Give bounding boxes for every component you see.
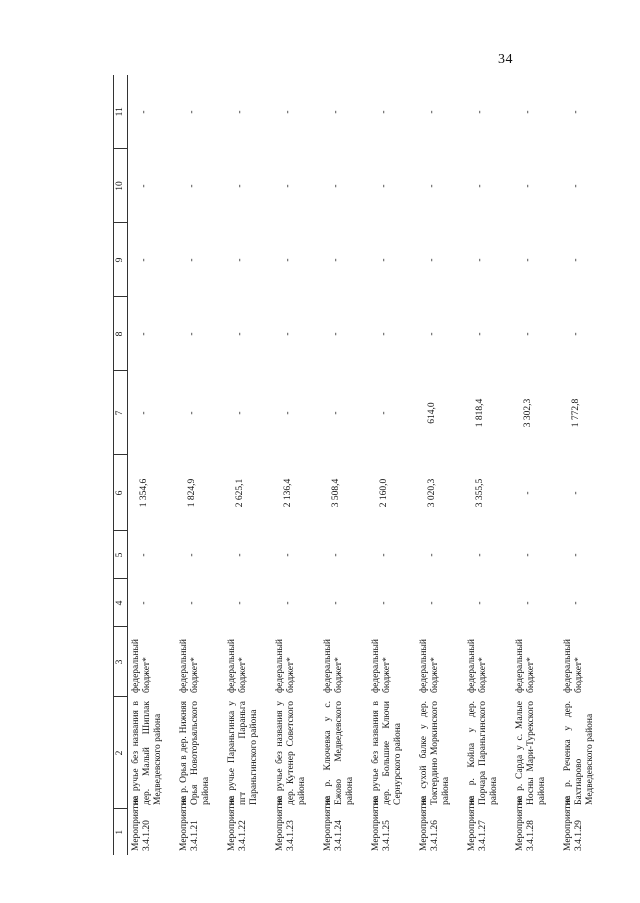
value-cell: - (379, 332, 389, 336)
value-cell: - (571, 553, 581, 557)
value-cell: - (427, 184, 437, 188)
value-cell: - (139, 258, 149, 262)
value-cell: - (235, 258, 245, 262)
value-cell: - (523, 332, 533, 336)
value-cell: - (427, 258, 437, 262)
value-cell: 1 824,9 (187, 478, 197, 508)
value-cell: - (331, 411, 341, 415)
value-cell: 3 302,3 (523, 398, 533, 428)
value-cell: - (139, 553, 149, 557)
value-cell: - (379, 601, 389, 605)
measure-description-cell: на р. Орья в дер. Нижняя Орья Новоторъяльского района (179, 701, 212, 805)
value-cell: - (139, 411, 149, 415)
column-header: 8 (114, 297, 128, 371)
value-cell: - (475, 601, 485, 605)
value-cell: - (187, 332, 197, 336)
value-cell: - (235, 332, 245, 336)
value-cell: - (523, 110, 533, 114)
page-number: 34 (498, 52, 513, 67)
value-cell: - (571, 184, 581, 188)
value-cell: - (139, 184, 149, 188)
value-cell: - (283, 411, 293, 415)
header-row (114, 75, 128, 855)
value-cell: - (331, 553, 341, 557)
rotated-table-wrapper (113, 75, 596, 855)
value-cell: - (427, 332, 437, 336)
funding-source-cell: федеральный бюджет* (467, 639, 489, 693)
value-cell: - (379, 411, 389, 415)
value-cell: - (379, 553, 389, 557)
value-cell: - (235, 601, 245, 605)
column-header: 4 (114, 579, 128, 627)
value-cell: - (475, 332, 485, 336)
value-cell: - (235, 411, 245, 415)
value-cell: - (571, 332, 581, 336)
funding-source-cell: федеральный бюджет* (179, 639, 201, 693)
measure-description-cell: на ручье без названия в дер. Большие Ключи Сернурского района (371, 701, 404, 805)
value-cell: - (427, 601, 437, 605)
column-header: 7 (114, 371, 128, 455)
measure-id-cell: Мероприятие 3.4.1.29 (563, 796, 585, 851)
value-cell: - (139, 332, 149, 336)
value-cell: - (571, 491, 581, 495)
value-cell: 1 354,6 (139, 478, 149, 508)
value-cell: - (571, 258, 581, 262)
column-header: 1 (114, 809, 128, 855)
funding-source-cell: федеральный бюджет* (371, 639, 393, 693)
column-header: 10 (114, 149, 128, 223)
program-measures-table (113, 75, 608, 855)
table-body (128, 75, 609, 855)
column-header: 9 (114, 223, 128, 297)
table-row (464, 75, 512, 855)
funding-source-cell: федеральный бюджет* (227, 639, 249, 693)
measure-description-cell: на р. Ключевка у с. Ежово Медведевского района (323, 701, 356, 805)
measure-description-cell: на ручье без названия у дер. Кутенер Советского района (275, 701, 308, 805)
value-cell: - (283, 110, 293, 114)
column-header: 5 (114, 531, 128, 579)
value-cell: - (427, 110, 437, 114)
value-cell: - (235, 184, 245, 188)
column-header: 11 (114, 75, 128, 149)
value-cell: - (139, 601, 149, 605)
funding-source-cell: федеральный бюджет* (515, 639, 537, 693)
funding-source-cell: федеральный бюджет* (275, 639, 297, 693)
value-cell: - (379, 258, 389, 262)
measure-id-cell: Мероприятие 3.4.1.21 (179, 796, 201, 851)
table-row (368, 75, 416, 855)
measure-description-cell: на р. Сарда у с. Малые Носны Мари-Турекского района (515, 701, 548, 805)
value-cell: - (379, 184, 389, 188)
value-cell: - (475, 110, 485, 114)
table-row (272, 75, 320, 855)
value-cell: - (187, 411, 197, 415)
measure-id-cell: Мероприятие 3.4.1.27 (467, 796, 489, 851)
column-header: 6 (114, 455, 128, 531)
value-cell: 2 136,4 (283, 478, 293, 508)
value-cell: - (283, 553, 293, 557)
measure-id-cell: Мероприятие 3.4.1.28 (515, 796, 537, 851)
value-cell: 2 625,1 (235, 478, 245, 508)
table-row (512, 75, 560, 855)
value-cell: - (331, 601, 341, 605)
value-cell: - (571, 601, 581, 605)
value-cell: - (331, 332, 341, 336)
table-row (176, 75, 224, 855)
value-cell: - (283, 258, 293, 262)
value-cell: - (283, 332, 293, 336)
value-cell: - (283, 184, 293, 188)
measure-description-cell: на сухой балке у дер. Токтердино Моркинского района (419, 701, 452, 805)
measure-id-cell: Мероприятие 3.4.1.20 (131, 796, 153, 851)
measure-id-cell: Мероприятие 3.4.1.24 (323, 796, 345, 851)
funding-source-cell: федеральный бюджет* (419, 639, 441, 693)
value-cell: - (523, 184, 533, 188)
table-row (416, 75, 464, 855)
measure-description-cell: на р. Койла у дер. Порчара Параньгинского района (467, 701, 500, 805)
funding-source-cell: федеральный бюджет* (563, 639, 585, 693)
value-cell: - (187, 258, 197, 262)
value-cell: - (523, 258, 533, 262)
column-header: 3 (114, 627, 128, 697)
value-cell: - (235, 110, 245, 114)
value-cell: 1 772,8 (571, 398, 581, 428)
value-cell: - (571, 110, 581, 114)
value-cell: 3 508,4 (331, 478, 341, 508)
value-cell: 3 355,5 (475, 478, 485, 508)
value-cell: 614,0 (427, 402, 437, 424)
measure-description-cell: на р. Реченка у дер. Бахтиарово Медведевского района (563, 701, 596, 805)
table-row (128, 75, 177, 855)
measure-id-cell: Мероприятие 3.4.1.22 (227, 796, 249, 851)
value-cell: 2 160,0 (379, 478, 389, 508)
table-row (560, 75, 608, 855)
value-cell: - (187, 110, 197, 114)
measure-description-cell: на ручье Параньгинка у пгт Параньга Параньгинского района (227, 701, 260, 805)
value-cell: - (379, 110, 389, 114)
value-cell: - (523, 553, 533, 557)
measure-id-cell: Мероприятие 3.4.1.26 (419, 796, 441, 851)
value-cell: - (331, 110, 341, 114)
value-cell: 3 020,3 (427, 478, 437, 508)
value-cell: 1 818,4 (475, 398, 485, 428)
value-cell: - (523, 491, 533, 495)
table-row (320, 75, 368, 855)
measure-id-cell: Мероприятие 3.4.1.23 (275, 796, 297, 851)
value-cell: - (235, 553, 245, 557)
measure-description-cell: на ручье без названия в дер. Малый Шиплак Медведевского района (131, 701, 164, 805)
value-cell: - (523, 601, 533, 605)
value-cell: - (331, 184, 341, 188)
value-cell: - (475, 553, 485, 557)
table-row (224, 75, 272, 855)
funding-source-cell: федеральный бюджет* (131, 639, 153, 693)
value-cell: - (475, 184, 485, 188)
value-cell: - (475, 258, 485, 262)
value-cell: - (139, 110, 149, 114)
column-header: 2 (114, 697, 128, 809)
measure-id-cell: Мероприятие 3.4.1.25 (371, 796, 393, 851)
value-cell: - (187, 601, 197, 605)
value-cell: - (187, 553, 197, 557)
value-cell: - (331, 258, 341, 262)
funding-source-cell: федеральный бюджет* (323, 639, 345, 693)
value-cell: - (187, 184, 197, 188)
value-cell: - (283, 601, 293, 605)
value-cell: - (427, 553, 437, 557)
